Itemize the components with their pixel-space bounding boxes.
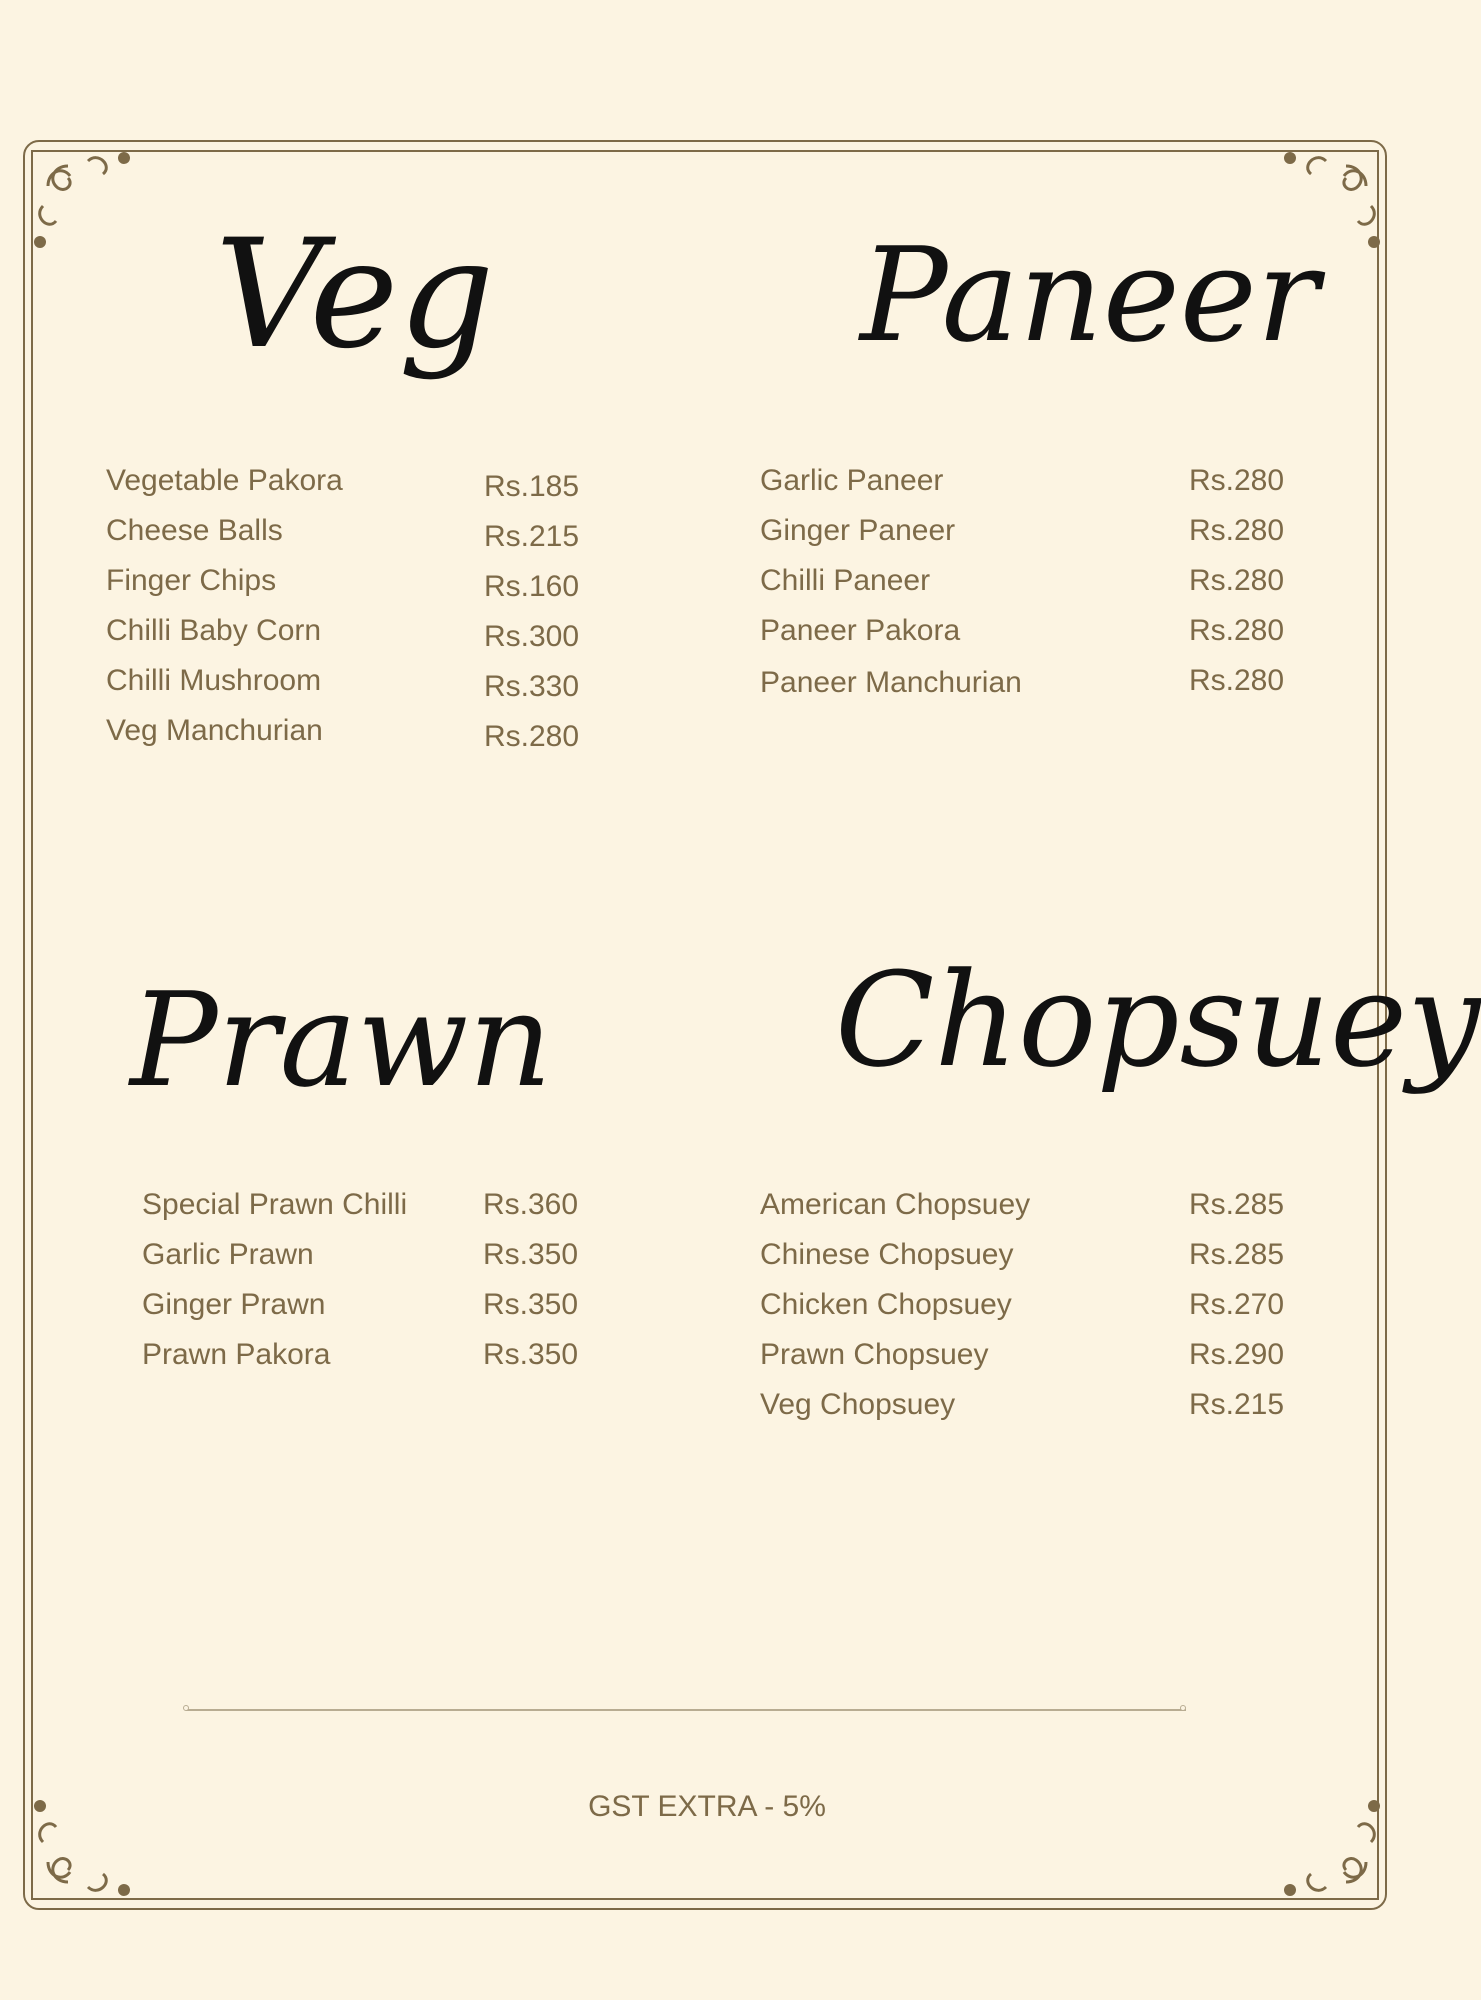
menu-item-row <box>142 1340 612 1390</box>
item-price: Rs.280 <box>1189 614 1285 647</box>
item-name: Chilli Baby Corn <box>106 614 322 647</box>
item-price: Rs.270 <box>1189 1288 1285 1321</box>
menu-item-row <box>760 616 1290 666</box>
divider-end-dot <box>1180 1705 1186 1711</box>
item-price: Rs.300 <box>484 620 580 653</box>
item-name: Veg Chopsuey <box>760 1388 956 1421</box>
item-price: Rs.280 <box>1189 664 1285 697</box>
item-price: Rs.215 <box>484 520 580 553</box>
footer-divider <box>186 1709 1186 1711</box>
item-price: Rs.285 <box>1189 1238 1285 1271</box>
section-title-paneer: Paneer <box>860 219 1319 371</box>
item-price: Rs.215 <box>1189 1388 1285 1421</box>
menu-item-row <box>760 466 1290 516</box>
menu-list-chopsuey <box>760 1190 1290 1440</box>
item-price: Rs.330 <box>484 670 580 703</box>
menu-item-row <box>760 566 1290 616</box>
menu-item-row <box>106 666 606 716</box>
corner-ornament-top-left <box>28 146 158 276</box>
section-title-prawn: Prawn <box>130 964 553 1116</box>
item-name: Chicken Chopsuey <box>760 1288 1012 1321</box>
item-name: Paneer Pakora <box>760 614 961 647</box>
item-name: Finger Chips <box>106 564 277 597</box>
item-name: Chilli Paneer <box>760 564 931 597</box>
gst-note: GST EXTRA - 5% <box>588 1790 826 1823</box>
item-price: Rs.285 <box>1189 1188 1285 1221</box>
item-price: Rs.350 <box>483 1338 579 1371</box>
menu-item-row <box>106 466 606 516</box>
section-title-veg: Veg <box>215 208 495 382</box>
item-price: Rs.280 <box>1189 564 1285 597</box>
item-name: Veg Manchurian <box>106 714 323 747</box>
item-name: Cheese Balls <box>106 514 283 547</box>
menu-list-veg <box>106 466 606 766</box>
menu-item-row <box>142 1290 612 1340</box>
item-price: Rs.160 <box>484 570 580 603</box>
menu-item-row <box>142 1190 612 1240</box>
item-name: Prawn Chopsuey <box>760 1338 989 1371</box>
section-title-chopsuey: Chopsuey <box>835 944 1481 1096</box>
menu-item-row <box>760 516 1290 566</box>
menu-list-paneer <box>760 466 1290 716</box>
menu-item-row <box>106 566 606 616</box>
menu-item-row <box>106 516 606 566</box>
item-price: Rs.290 <box>1189 1338 1285 1371</box>
item-name: Prawn Pakora <box>142 1338 331 1371</box>
menu-item-row <box>760 1390 1290 1440</box>
item-name: Paneer Manchurian <box>760 666 1022 699</box>
item-price: Rs.185 <box>484 470 580 503</box>
item-name: Vegetable Pakora <box>106 464 343 497</box>
menu-item-row <box>760 1340 1290 1390</box>
divider-end-dot <box>183 1705 189 1711</box>
item-price: Rs.350 <box>483 1288 579 1321</box>
item-name: Ginger Paneer <box>760 514 956 547</box>
menu-item-row <box>760 1240 1290 1290</box>
item-name: Chilli Mushroom <box>106 664 322 697</box>
menu-item-row <box>106 716 606 766</box>
item-price: Rs.280 <box>484 720 580 753</box>
menu-item-row <box>760 1190 1290 1240</box>
item-price: Rs.280 <box>1189 464 1285 497</box>
menu-list-prawn <box>142 1190 612 1390</box>
item-name: Special Prawn Chilli <box>142 1188 408 1221</box>
item-price: Rs.350 <box>483 1238 579 1271</box>
item-name: American Chopsuey <box>760 1188 1031 1221</box>
item-price: Rs.280 <box>1189 514 1285 547</box>
menu-item-row <box>760 1290 1290 1340</box>
item-price: Rs.360 <box>483 1188 579 1221</box>
item-name: Garlic Paneer <box>760 464 944 497</box>
menu-item-row <box>142 1240 612 1290</box>
menu-item-row <box>106 616 606 666</box>
menu-item-row <box>760 666 1290 716</box>
item-name: Chinese Chopsuey <box>760 1238 1014 1271</box>
item-name: Garlic Prawn <box>142 1238 314 1271</box>
item-name: Ginger Prawn <box>142 1288 326 1321</box>
